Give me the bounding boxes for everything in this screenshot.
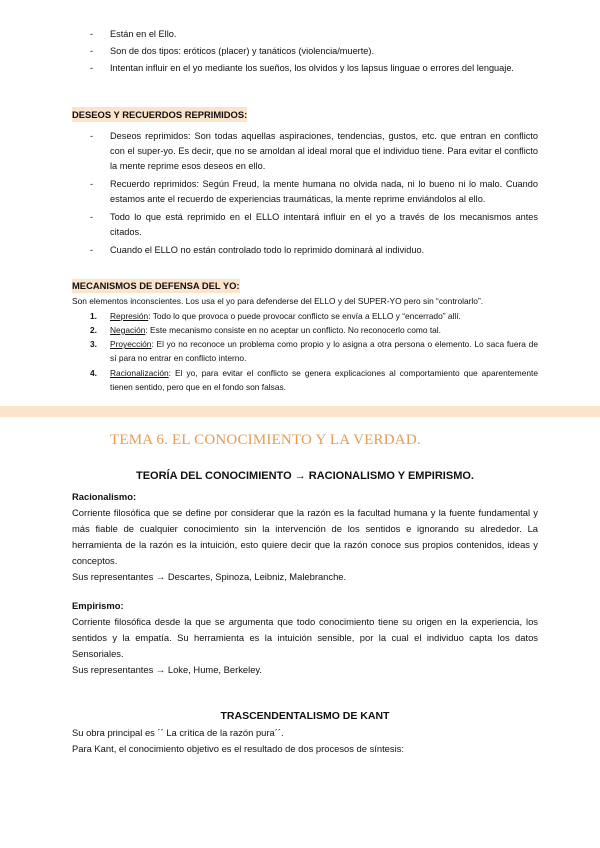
mecanismo-item: [72, 323, 538, 337]
deseos-heading: DESEOS Y RECUERDOS REPRIMIDOS:: [72, 109, 248, 120]
racionalismo-section: [72, 489, 538, 585]
mecanismo-item: [72, 309, 538, 323]
item-number: 4.: [90, 367, 97, 378]
item-number: 2.: [90, 324, 97, 335]
item-number: 3.: [90, 339, 97, 350]
mecanismo-term: Proyección: [110, 339, 152, 350]
mecanismo-item: [72, 366, 538, 395]
mecanismo-term: Racionalización: [110, 367, 169, 378]
mecanismos-section: [72, 279, 538, 394]
mecanismo-text: : El yo, para evitar el conflicto se genera explicaciones al comportamiento que aparentemente tienen sentido, pero que en el fondo son falsas.: [110, 367, 538, 393]
kant-title: TRASCENDENTALISMO DE KANT: [220, 710, 390, 722]
empirismo-text: Corriente filosófica desde la que se argumenta que todo conocimiento tiene su origen en la experiencia, los sentidos y la empatía. Su herramienta es la intuición sensible, por la cual el individuo capta los datos Sensoriales.: [72, 616, 538, 659]
ello-characteristics: [72, 27, 538, 78]
empirismo-section: [72, 598, 538, 678]
empirismo-representantes: Sus representantes → Loke, Hume, Berkeley.: [72, 664, 263, 675]
item-number: 1.: [90, 310, 97, 321]
mecanismo-term: Negación: [110, 324, 146, 335]
mecanismo-text: : Este mecanismo consiste en no aceptar un conflicto. No reconocerlo como tal.: [145, 324, 441, 335]
kant-line-2: Para Kant, el conocimiento objetivo es el resultado de dos procesos de síntesis:: [72, 743, 404, 754]
mecanismos-heading: MECANISMOS DE DEFENSA DEL YO:: [72, 279, 240, 293]
mecanismo-item: [72, 337, 538, 366]
mecanismo-term: Represión: [110, 310, 149, 321]
list-item: - Recuerdo reprimidos: Según Freud, la mente humana no olvida nada, ni lo bueno ni lo malo. Cuando estamos ante el recuerdo de experiencias traumáticas, la mente reprime enviándolos al ello.: [72, 177, 538, 207]
mecanismo-text: : Todo lo que provoca o puede provocar conflicto se envía a ELLO y “encerrado” allí.: [148, 310, 461, 321]
section-divider-band: [0, 406, 600, 417]
list-item: - Están en el Ello.: [72, 27, 538, 42]
racionalismo-text: Corriente filosófica que se define por considerar que la razón es la facultad humana y la fuente fundamental y más fiable de cualquier conocimiento sin la intervención de los sentidos e ignorando su alrededor. La herramienta de la razón es la intuición, esto quiere decir que la razón conoce sus propios contenidos, ideas y conceptos.: [72, 507, 538, 566]
list-item: - Intentan influir en el yo mediante los sueños, los olvidos y los lapsus linguae o errores del lenguaje.: [72, 61, 538, 76]
tema-title: TEMA 6. EL CONOCIMIENTO Y LA VERDAD.: [110, 432, 421, 448]
deseos-section: [72, 107, 538, 261]
list-item: - Cuando el ELLO no están controlado todo lo reprimido dominará al individuo.: [72, 243, 538, 258]
kant-section: [72, 725, 538, 757]
teoria-title: TEORÍA DEL CONOCIMIENTO → RACIONALISMO Y EMPIRISMO.: [136, 470, 474, 482]
list-item: - Todo lo que está reprimido en el ELLO intentará influir en el yo a través de los mecanismos antes citados.: [72, 210, 538, 240]
list-item: - Son de dos tipos: eróticos (placer) y tanáticos (violencia/muerte).: [72, 44, 538, 59]
list-item: - Deseos reprimidos: Son todas aquellas aspiraciones, tendencias, gustos, etc. que entran en conflicto con el super-yo. Es decir, que no se amoldan al ideal moral que el individuo tiene. Para evitar el conflicto la mente reprime esos deseos en ello.: [72, 129, 538, 174]
empirismo-label: Empirismo:: [72, 600, 124, 611]
racionalismo-label: Racionalismo:: [72, 491, 137, 502]
mecanismo-text: : El yo no reconoce un problema como propio y lo asigna a otra persona o elemento. Lo saca fuera de sí para no entrar en conflicto interno.: [110, 339, 538, 364]
kant-line-1: Su obra principal es ´´ La crítica de la razón pura´´.: [72, 727, 284, 738]
mecanismos-intro: Son elementos inconscientes. Los usa el yo para defenderse del ELLO y del SUPER-YO pero sin “controlarlo”.: [72, 296, 484, 307]
racionalismo-representantes: Sus representantes → Descartes, Spinoza, Leibniz, Malebranche.: [72, 571, 347, 582]
